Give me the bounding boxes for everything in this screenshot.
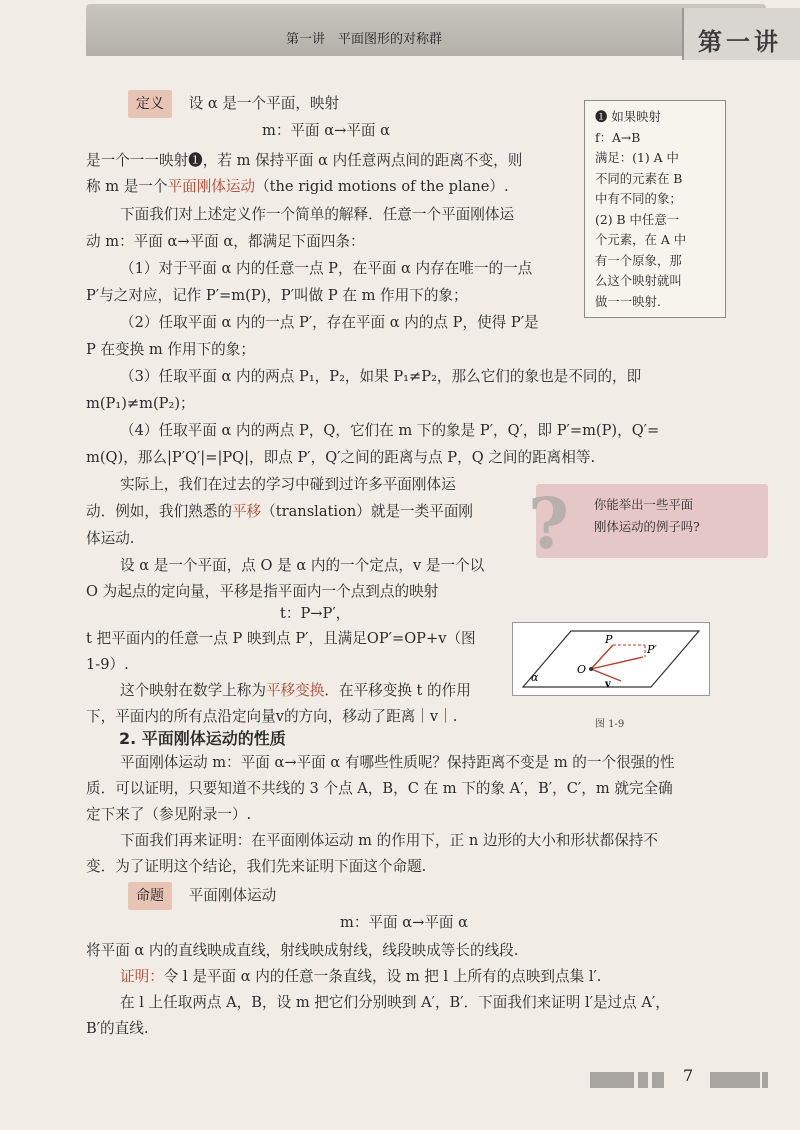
- margin-note-line: 么这个映射就叫: [595, 273, 682, 288]
- translation-diagram: [513, 623, 709, 695]
- label-O: O: [577, 663, 587, 676]
- figure-caption: 图 1-9: [595, 719, 625, 730]
- text-line: 下面我们对上述定义作一个简单的解释．任意一个平面刚体运: [120, 206, 515, 223]
- text-line: （2）任取平面 α 内的一点 P′，存在平面 α 内的点 P，使得 P′是: [120, 314, 539, 331]
- chapter-tab: [682, 8, 800, 60]
- text-line: 在 l 上任取两点 A，B，设 m 把它们分别映到 A′，B′．下面我们来证明 l′是过点 A′，: [120, 994, 670, 1011]
- margin-note-line: 满足：(1) A 中: [595, 150, 679, 165]
- text-line: 实际上，我们在过去的学习中碰到过许多平面刚体运: [120, 476, 456, 493]
- proof-label: 证明：: [120, 968, 164, 985]
- text-line: 体运动.: [86, 530, 135, 547]
- text-line: 这个映射在数学上称为平移变换．在平移变换 t 的作用: [120, 682, 471, 699]
- margin-note-line: ❶ 如果映射: [595, 109, 661, 124]
- text-line: O 为起点的定向量，平移是指平面内一个点到点的映射: [86, 583, 439, 600]
- vector-op-prime: [591, 657, 643, 669]
- text-line: t 把平面内的任意一点 P 映到点 P′，且满足OP′=OP+v（图: [86, 630, 476, 647]
- page-number: 7: [683, 1066, 694, 1085]
- footer-bar: [638, 1072, 648, 1088]
- text-line: 下面我们再来证明：在平面刚体运动 m 的作用下，正 n 边形的大小和形状都保持不: [120, 832, 658, 849]
- text-line: 平面刚体运动 m：平面 α→平面 α 有哪些性质呢？保持距离不变是 m 的一个很强的性: [120, 754, 675, 771]
- footer-bar: [762, 1072, 768, 1088]
- margin-note-line: 个元素，在 A 中: [595, 232, 687, 247]
- text-line: （1）对于平面 α 内的任意一点 P，在平面 α 内存在唯一的一点: [120, 260, 533, 277]
- mapping-formula: m：平面 α→平面 α: [340, 914, 469, 931]
- margin-note-line: 有一个原象，那: [595, 252, 682, 268]
- margin-note-line: 不同的元素在 B: [595, 170, 683, 186]
- header-title: 第一讲 平面图形的对称群: [286, 32, 443, 47]
- footer-bar: [652, 1072, 664, 1088]
- margin-note-line: f：A→B: [595, 129, 641, 145]
- footer-bar: [590, 1072, 634, 1088]
- text-line: m(Q)，那么|P′Q′|=|PQ|，即点 P′，Q′之间的距离与点 P，Q 之间的距离相等.: [86, 449, 596, 466]
- text-line: （3）任取平面 α 内的两点 P₁，P₂，如果 P₁≠P₂，那么它们的象也是不同的，即: [120, 368, 642, 385]
- text-line: m(P₁)≠m(P₂)；: [86, 395, 195, 412]
- text-line: 是一个一一映射❶，若 m 保持平面 α 内任意两点间的距离不变，则: [86, 152, 523, 169]
- text-line: （4）任取平面 α 内的两点 P，Q，它们在 m 下的象是 P′，Q′，即 P′=m(P)，Q′=: [120, 422, 660, 439]
- translation-formula: t：P→P′，: [280, 605, 351, 622]
- definition-line-1: 定义 设 α 是一个平面，映射: [128, 90, 339, 118]
- question-box: [528, 482, 768, 565]
- text-line: 变．为了证明这个结论，我们先来证明下面这个命题.: [86, 858, 427, 875]
- figure-1-9: [512, 622, 710, 696]
- page-header: [86, 4, 782, 56]
- text-line: 动 m：平面 α→平面 α，都满足下面四条：: [86, 233, 365, 250]
- label-P: P: [605, 633, 613, 646]
- text-line: 将平面 α 内的直线映成直线，射线映成射线，线段映成等长的线段.: [86, 942, 519, 959]
- margin-note: [584, 100, 726, 318]
- definition-tag: 定义: [128, 90, 172, 118]
- chapter-tab-label: 第一讲: [698, 27, 782, 56]
- question-text-2: 刚体运动的例子吗?: [594, 519, 700, 534]
- text-line: 质．可以证明，只要知道不共线的 3 个点 A，B，C 在 m 下的象 A′，B′，C′，m 就完全确: [86, 780, 673, 797]
- text-line: B′的直线.: [86, 1020, 149, 1037]
- label-Pprime: P′: [647, 643, 657, 656]
- proposition-line: 命题 平面刚体运动: [128, 882, 276, 910]
- text-line: 证明：令 l 是平面 α 内的任意一条直线，设 m 把 l 上所有的点映到点集 l′.: [120, 968, 602, 985]
- text-line: 下，平面内的所有点沿定向量v的方向，移动了距离｜v｜.: [86, 708, 458, 725]
- text-line: 定下来了（参见附录一）.: [86, 806, 252, 823]
- question-text-1: 你能举出一些平面: [594, 497, 694, 512]
- text-line: 设 α 是一个平面，点 O 是 α 内的一个定点，v 是一个以: [120, 557, 485, 574]
- mapping-formula: m：平面 α→平面 α: [262, 122, 391, 139]
- margin-note-line: 中有不同的象；: [595, 191, 682, 206]
- text-line: 称 m 是一个平面刚体运动（the rigid motions of the plane）.: [86, 178, 509, 195]
- text-line: P′与之对应，记作 P′=m(P)，P′叫做 P 在 m 作用下的象；: [86, 287, 468, 304]
- term-translation-transform: 平移变换: [265, 682, 325, 699]
- text-line: P 在变换 m 作用下的象；: [86, 341, 255, 358]
- footer-bar: [710, 1072, 760, 1088]
- question-mark-icon: ?: [528, 482, 570, 565]
- label-alpha: α: [531, 671, 539, 684]
- label-v: v: [605, 679, 611, 690]
- text-line: 1-9）.: [86, 656, 129, 673]
- term-rigid-motion: 平面刚体运动: [167, 178, 256, 195]
- margin-note-line: (2) B 中任意一: [595, 211, 680, 227]
- point-O: [589, 667, 593, 671]
- term-translation: 平移: [231, 503, 262, 520]
- text-line: 动．例如，我们熟悉的平移（translation）就是一类平面刚: [86, 503, 474, 520]
- proposition-tag: 命题: [128, 882, 172, 910]
- section-heading: 2. 平面刚体运动的性质: [119, 729, 286, 748]
- margin-note-line: 做一一映射.: [595, 293, 661, 309]
